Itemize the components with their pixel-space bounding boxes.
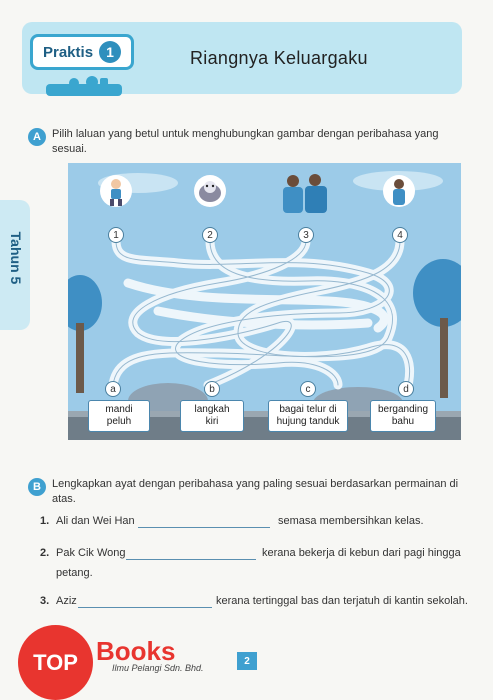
- section-a-badge: A: [28, 128, 46, 146]
- question-2-continuation: petang.: [56, 567, 93, 579]
- answer-box-a: [88, 400, 150, 432]
- page-title: Riangnya Keluargaku: [190, 48, 368, 68]
- tag-stand-icon: [44, 74, 124, 100]
- man-picture: [383, 175, 415, 207]
- question-3-end: kerana tertinggal bas dan terjatuh di kantin sekolah.: [216, 595, 468, 607]
- answer-text: bahu: [391, 416, 415, 427]
- question-2-number: 2.: [40, 547, 50, 559]
- start-number-4: 4: [392, 227, 408, 243]
- question-1-answer-blank[interactable]: [138, 527, 270, 528]
- answer-text: peluh: [106, 416, 132, 427]
- section-b-instruction: Lengkapkan ayat dengan peribahasa yang paling sesuai berdasarkan permainan di atas.: [52, 478, 459, 505]
- maze-game: [68, 163, 461, 440]
- answer-box-b: [180, 400, 244, 432]
- answer-text: kiri: [205, 416, 219, 427]
- end-letter-b: b: [204, 381, 220, 397]
- page-number: 2: [237, 652, 257, 670]
- section-a-instruction: Pilih laluan yang betul untuk menghubungkan gambar dengan peribahasa yang sesuai.: [52, 128, 439, 155]
- end-letter-a: a: [105, 381, 121, 397]
- question-2-answer-blank[interactable]: [126, 559, 256, 560]
- answer-box-d: [370, 400, 436, 432]
- question-3-answer-blank[interactable]: [78, 607, 212, 608]
- question-1-number: 1.: [40, 515, 50, 527]
- side-tab-label: Tahun 5: [8, 231, 24, 285]
- end-letter-d: d: [398, 381, 414, 397]
- start-number-1: 1: [108, 227, 124, 243]
- publisher-credit: Ilmu Pelangi Sdn. Bhd.: [112, 663, 204, 673]
- question-3-number: 3.: [40, 595, 50, 607]
- topbooks-logo: TOP: [18, 625, 93, 700]
- question-1-end: semasa membersihkan kelas.: [278, 515, 424, 527]
- start-number-3: 3: [298, 227, 314, 243]
- family-picture: [273, 171, 337, 215]
- answer-box-c: [268, 400, 348, 432]
- answer-text: mandi: [105, 404, 133, 415]
- answer-text: berganding: [377, 404, 429, 415]
- running-boy-picture: [100, 175, 132, 207]
- praktis-number: 1: [99, 41, 121, 63]
- praktis-label: Praktis: [43, 43, 94, 61]
- answer-text: bagai telur di: [279, 404, 337, 415]
- end-letter-c: c: [300, 381, 316, 397]
- section-b-badge: B: [28, 478, 46, 496]
- answer-text: langkah: [194, 404, 230, 415]
- start-number-2: 2: [202, 227, 218, 243]
- topbooks-logo-text: Books: [96, 636, 176, 666]
- question-2-end: kerana bekerja di kebun dari pagi hingga: [262, 547, 461, 559]
- cow-picture: [194, 175, 226, 207]
- praktis-tag: [30, 34, 134, 70]
- question-3-start: Aziz: [56, 595, 77, 607]
- question-2-start: Pak Cik Wong: [56, 547, 126, 559]
- question-1-start: Ali dan Wei Han: [56, 515, 135, 527]
- answer-text: hujung tanduk: [276, 416, 340, 427]
